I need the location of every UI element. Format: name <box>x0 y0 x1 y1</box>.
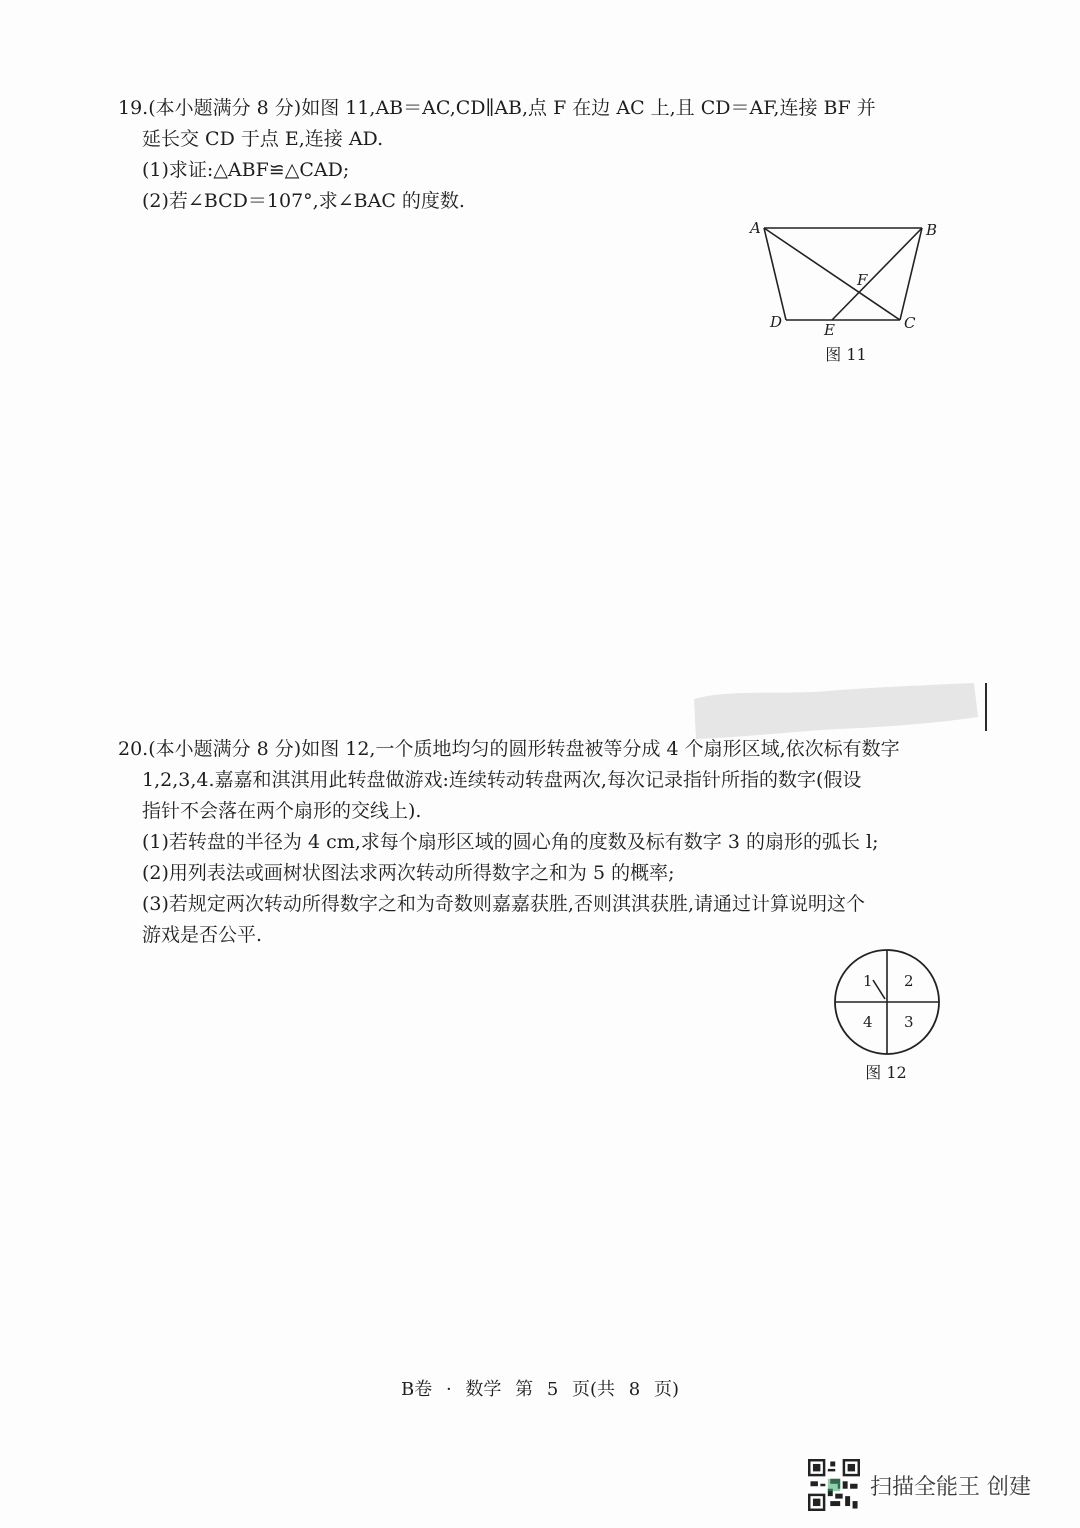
q19-part-1: (1)求证:△ABF≌△CAD; <box>142 159 350 181</box>
q20-part-3b: 游戏是否公平. <box>142 924 263 946</box>
sector-label-3: 3 <box>904 1013 914 1031</box>
spinner-pointer <box>873 980 885 999</box>
question-19 <box>118 93 948 217</box>
figure-11-diagram <box>744 216 944 342</box>
q20-line-3: 指针不会落在两个扇形的交线上). <box>142 800 422 822</box>
q20-line-2: 1,2,3,4.嘉嘉和淇淇用此转盘做游戏:连续转动转盘两次,每次记录指针所指的数字(假设 <box>142 769 862 791</box>
q20-part-1: (1)若转盘的半径为 4 cm,求每个扇形区域的圆心角的度数及标有数字 3 的扇形的弧长 l; <box>142 831 879 853</box>
scanner-watermark <box>808 1457 1031 1513</box>
question-20 <box>118 734 948 951</box>
q20-part-2: (2)用列表法或画树状图法求两次转动所得数字之和为 5 的概率; <box>142 862 675 884</box>
label-a: A <box>750 219 761 237</box>
q20-part-3a: (3)若规定两次转动所得数字之和为奇数则嘉嘉获胜,否则淇淇获胜,请通过计算说明这个 <box>142 893 865 915</box>
q19-line-2: 延长交 CD 于点 E,连接 AD. <box>142 128 384 150</box>
label-f: F <box>857 271 868 289</box>
q19-line-1: 19.(本小题满分 8 分)如图 11,AB＝AC,CD∥AB,点 F 在边 AC 上,且 CD＝AF,连接 BF 并 <box>118 97 876 119</box>
segment-be <box>832 228 922 320</box>
figure-12-caption: 图 12 <box>865 1063 907 1082</box>
segment-bc <box>900 228 922 320</box>
figure-12-spinner <box>826 948 946 1058</box>
segment-ac <box>764 228 900 320</box>
figure-11 <box>744 216 944 366</box>
watermark-text: 扫描全能王 创建 <box>870 1474 1031 1500</box>
sector-label-2: 2 <box>904 972 914 990</box>
label-d: D <box>770 313 783 331</box>
segment-ad <box>764 228 786 320</box>
label-b: B <box>926 221 938 239</box>
q19-part-2: (2)若∠BCD＝107°,求∠BAC 的度数. <box>142 190 465 212</box>
label-c: C <box>904 314 916 332</box>
q20-line-1: 20.(本小题满分 8 分)如图 12,一个质地均匀的圆形转盘被等分成 4 个扇形区域,依次标有数字 <box>118 738 900 760</box>
label-e: E <box>824 321 835 339</box>
figure-12 <box>826 948 946 1084</box>
qr-code-icon <box>808 1459 860 1511</box>
page-footer: B卷 · 数学 第 5 页(共 8 页) <box>401 1379 679 1400</box>
sector-label-1: 1 <box>863 972 873 990</box>
figure-11-caption: 图 11 <box>825 345 867 364</box>
sector-label-4: 4 <box>863 1013 873 1031</box>
